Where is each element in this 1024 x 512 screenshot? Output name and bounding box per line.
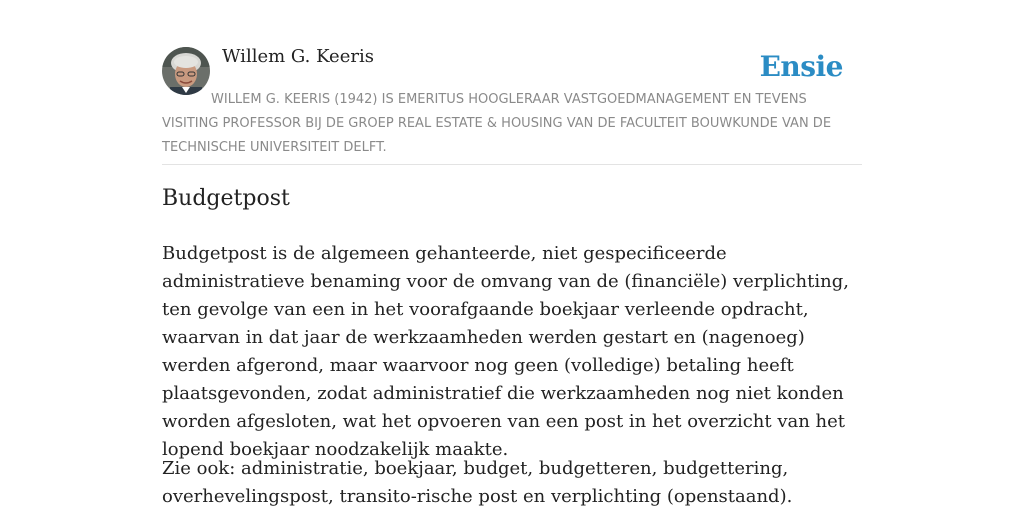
article-paragraph-see-also: Zie ook: administratie, boekjaar, budget, budgetteren, budgettering, overhevelingspost, transito-rische post en verplichting (openstaand). xyxy=(162,458,793,507)
author-header xyxy=(162,0,862,165)
page xyxy=(162,0,862,507)
ensie-logo[interactable]: Ensie xyxy=(759,50,843,83)
author-bio: WILLEM G. KEERIS (1942) IS EMERITUS HOOGLERAAR VASTGOEDMANAGEMENT EN TEVENS VISITING PROFESSOR BIJ DE GROEP REAL ESTATE & HOUSING VAN DE FACULTEIT BOUWKUNDE VAN DE TECHNISCHE UNIVERSITEIT DELFT. xyxy=(162,92,832,155)
article-paragraph-definition: Budgetpost is de algemeen gehanteerde, niet gespecificeerde administratieve benaming voor de omvang van de (financiële) verplichting, ten gevolge van een in het voorafgaande boekjaar verleende opdracht, waarvan in dat jaar de werkzaamheden werden gestart en (nagenoeg) werden afgerond, maar waarvoor nog geen (volledige) betaling heeft plaatsgevonden, zodat administratief die werkzaamheden nog niet konden worden afgesloten, wat het opvoeren van een post in het overzicht van het lopend boekjaar noodzakelijk maakte. xyxy=(162,243,849,460)
author-name[interactable]: Willem G. Keeris xyxy=(222,46,374,67)
article-title: Budgetpost xyxy=(162,186,290,211)
